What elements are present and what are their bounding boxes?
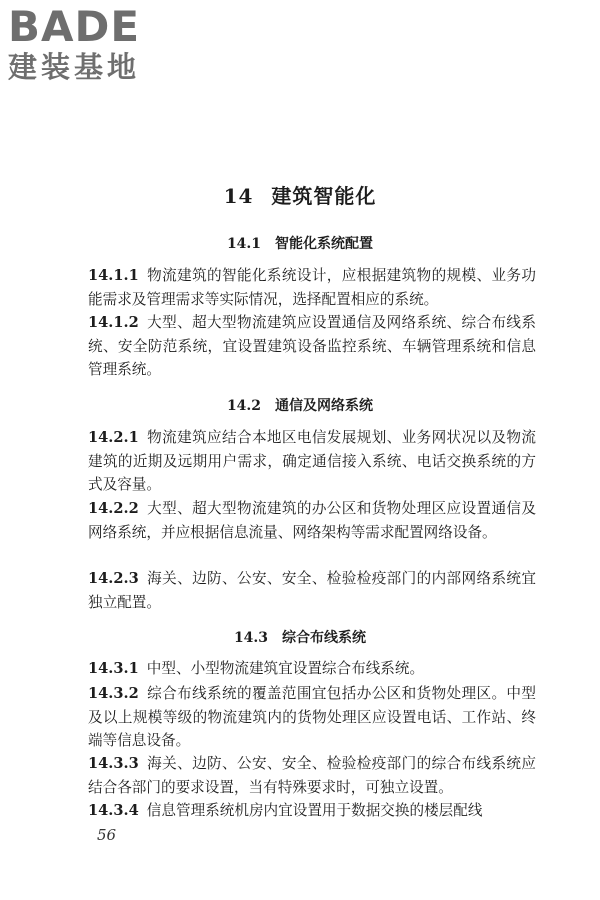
clause-paragraph bbox=[88, 264, 536, 311]
clause-text: 大型、超大型物流建筑的办公区和货物处理区应设置通信及网络系统，并应根据信息流量、网络架构等需求配置网络设备。 bbox=[88, 500, 536, 541]
clause-number: 14.3.3 bbox=[88, 755, 139, 772]
logo-subtitle: 建装基地 bbox=[8, 50, 141, 84]
section-name: 综合布线系统 bbox=[282, 630, 367, 646]
clause-text: 综合布线系统的覆盖范围宜包括办公区和货物处理区。中型及以上规模等级的物流建筑内的货物处理区应设置电话、工作站、终端等信息设备。 bbox=[88, 685, 536, 749]
clause-text: 信息管理系统机房内宜设置用于数据交换的楼层配线 bbox=[146, 802, 483, 819]
clause-text: 中型、小型物流建筑宜设置综合布线系统。 bbox=[146, 660, 425, 677]
section-name: 智能化系统配置 bbox=[275, 236, 374, 252]
clause-number: 14.1.1 bbox=[88, 267, 139, 284]
clause-number: 14.2.1 bbox=[88, 429, 139, 446]
chapter-title bbox=[0, 180, 600, 209]
section-title bbox=[0, 233, 600, 253]
section-number: 14.2 bbox=[226, 398, 262, 414]
clause-paragraph bbox=[88, 752, 536, 799]
clause-paragraph bbox=[88, 799, 536, 823]
clause-number: 14.2.2 bbox=[88, 500, 139, 517]
clause-paragraph bbox=[88, 682, 536, 753]
section-number: 14.1 bbox=[226, 236, 262, 252]
clause-number: 14.1.2 bbox=[88, 314, 139, 331]
clause-paragraph bbox=[88, 311, 536, 382]
clause-paragraph bbox=[88, 497, 536, 544]
bade-logo bbox=[8, 4, 178, 84]
clause-text: 海关、边防、公安、安全、检验检疫部门的综合布线系统应结合各部门的要求设置，当有特殊要求时，可独立设置。 bbox=[88, 755, 536, 796]
clause-text: 物流建筑应结合本地区电信发展规划、业务网状况以及物流建筑的近期及远期用户需求，确定通信接入系统、电话交换系统的方式及容量。 bbox=[88, 429, 536, 493]
logo-mark: BADE bbox=[8, 2, 141, 51]
clause-text: 物流建筑的智能化系统设计，应根据建筑物的规模、业务功能需求及管理需求等实际情况，选择配置相应的系统。 bbox=[88, 267, 536, 308]
chapter-number: 14 bbox=[223, 184, 254, 208]
section-title bbox=[0, 627, 600, 647]
page-number: 56 bbox=[97, 826, 117, 844]
clause-number: 14.3.1 bbox=[88, 660, 139, 677]
clause-text: 大型、超大型物流建筑应设置通信及网络系统、综合布线系统、安全防范系统，宜设置建筑设备监控系统、车辆管理系统和信息管理系统。 bbox=[88, 314, 536, 378]
clause-paragraph bbox=[88, 657, 536, 681]
clause-paragraph bbox=[88, 426, 536, 497]
clause-number: 14.3.4 bbox=[88, 802, 139, 819]
section-name: 通信及网络系统 bbox=[275, 398, 374, 414]
clause-paragraph bbox=[88, 567, 536, 614]
section-number: 14.3 bbox=[233, 630, 269, 646]
chapter-name: 建筑智能化 bbox=[271, 184, 377, 208]
clause-text: 海关、边防、公安、安全、检验检疫部门的内部网络系统宜独立配置。 bbox=[88, 570, 536, 611]
clause-number: 14.3.2 bbox=[88, 685, 139, 702]
clause-number: 14.2.3 bbox=[88, 570, 139, 587]
section-title bbox=[0, 395, 600, 415]
